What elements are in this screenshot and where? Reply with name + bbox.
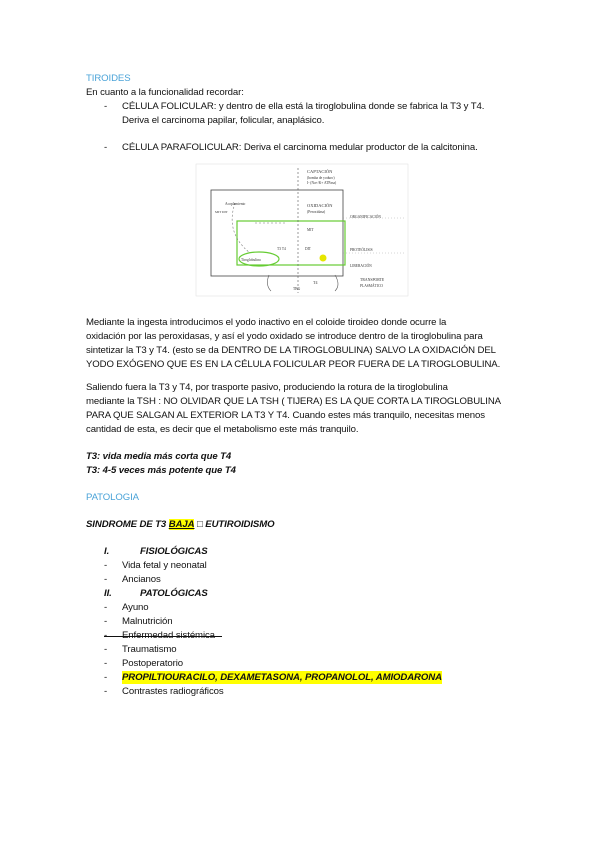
highlight-dot [320,255,327,262]
label-mit-dit-left: MIT DIT [215,210,228,214]
label-acoplamiento: Acoplamiento [225,202,246,206]
bullet-dash: - [104,658,108,669]
section-1-number: I. [104,546,110,557]
section-heading-tiroides: TIROIDES [86,73,131,84]
label-oxidacion: OXIDACIÓN [307,203,333,208]
thyroid-diagram [195,163,410,298]
bullet-dash: - [104,616,108,627]
sindrome-title [86,518,274,531]
list-item-folicular-line1: CÉLULA FOLICULAR: y dentro de ella está la tiroglobulina donde se fabrica la T3 y T4. [122,101,485,112]
list-item-enfermedad: Enfermedad sistémica [122,630,215,641]
label-liberacion: LIBERACIÓN [350,264,372,268]
paragraph-2-line4: cantidad de esta, es decir que el metabolismo este más tranquilo. [86,424,359,435]
list-item-parafolicular: CÉLULA PARAFOLICULAR: Deriva el carcinoma medular productor de la calcitonina. [122,142,478,153]
bullet-dash: - [104,686,108,697]
label-dit: DIT [305,247,311,251]
label-plasma: PLASMÁTICO [360,284,383,288]
bullet-dash: - [104,602,108,613]
list-item: Malnutrición [122,616,173,627]
paragraph-2-line2: mediante la TSH : NO OLVIDAR QUE LA TSH ( TIJERA) ES LA QUE CORTA LA TIROGLOBULINA [86,396,501,407]
sindrome-prefix: SINDROME DE T3 [86,519,169,530]
paragraph-1-line3: sintetizar la T3 y T4. (esto se da DENTRO DE LA TIROGLOBULINA) SALVO LA OXIDACIÓN DEL [86,345,496,356]
paragraph-1-line2: oxidación por las peroxidasas, y así el yodo oxidado se introduce dentro de la tiroglobulina para [86,331,483,342]
section-1-title: FISIOLÓGICAS [140,546,208,557]
label-tbg: TBG [293,287,301,291]
section-2-title: PATOLÓGICAS [140,588,208,599]
label-captacion: CAPTACIÓN [307,169,333,174]
t3-fact-2: T3: 4-5 veces más potente que T4 [86,465,236,476]
label-oxidacion-sub: (Peroxidasa) [307,210,326,214]
arrow-icon: □ [194,519,206,530]
list-item: Ayuno [122,602,149,613]
list-item: Traumatismo [122,644,177,655]
label-captacion-sub2: I- (Na+/K+ ATPasa) [307,181,337,185]
list-item-drugs: PROPILTIOURACILO, DEXAMETASONA, PROPANOLOL, AMIODARONA [122,672,442,683]
label-proteolisis: PROTEÓLISIS [350,248,373,252]
paragraph-1-line1: Mediante la ingesta introducimos el yodo inactivo en el coloide tiroideo donde ocurre la [86,317,447,328]
intro-text: En cuanto a la funcionalidad recordar: [86,87,244,98]
t3-fact-1: T3: vida media más corta que T4 [86,451,232,462]
bullet-dash: - [104,672,108,683]
bullet-dash: - [104,560,108,571]
label-tiroglobulina: Tiroglobulina [241,258,261,262]
paragraph-1-line4: YODO EXÓGENO QUE ES EN LA CÉLULA FOLICULAR PEOR FUERA DE LA TIROGLOBULINA. [86,359,501,370]
label-t3t4: T3 T4 [277,247,286,251]
list-item: Postoperatorio [122,658,183,669]
label-captacion-sub1: (bomba de yoduro) [307,176,335,180]
label-transporte: TRANSPORTE [360,278,385,282]
bullet-dash: - [104,101,108,112]
bullet-dash: - [104,574,108,585]
sindrome-suffix: EUTIROIDISMO [205,519,275,530]
list-item: Ancianos [122,574,161,585]
list-item-folicular-line2: Deriva el carcinoma papilar, folicular, anaplásico. [122,115,325,126]
list-item: Contrastes radiográficos [122,686,224,697]
bullet-dash: - [104,644,108,655]
list-item: Vida fetal y neonatal [122,560,207,571]
paragraph-2-line1: Saliendo fuera la T3 y T4, por trasporte pasivo, produciendo la rotura de la tiroglobulina [86,382,448,393]
section-2-number: II. [104,588,112,599]
label-mit: MIT [307,228,314,232]
paragraph-2-line3: PARA QUE SALGAN AL EXTERIOR LA T3 Y T4. Cuando estes más tranquilo, necesitas menos [86,410,485,421]
label-organificacion: ORGANIFICACIÓN [350,215,381,219]
sindrome-baja: BAJA [168,519,195,530]
section-heading-patologia: PATOLOGIA [86,492,139,503]
label-t4: T4 [313,280,318,285]
bullet-dash: - [104,142,108,153]
